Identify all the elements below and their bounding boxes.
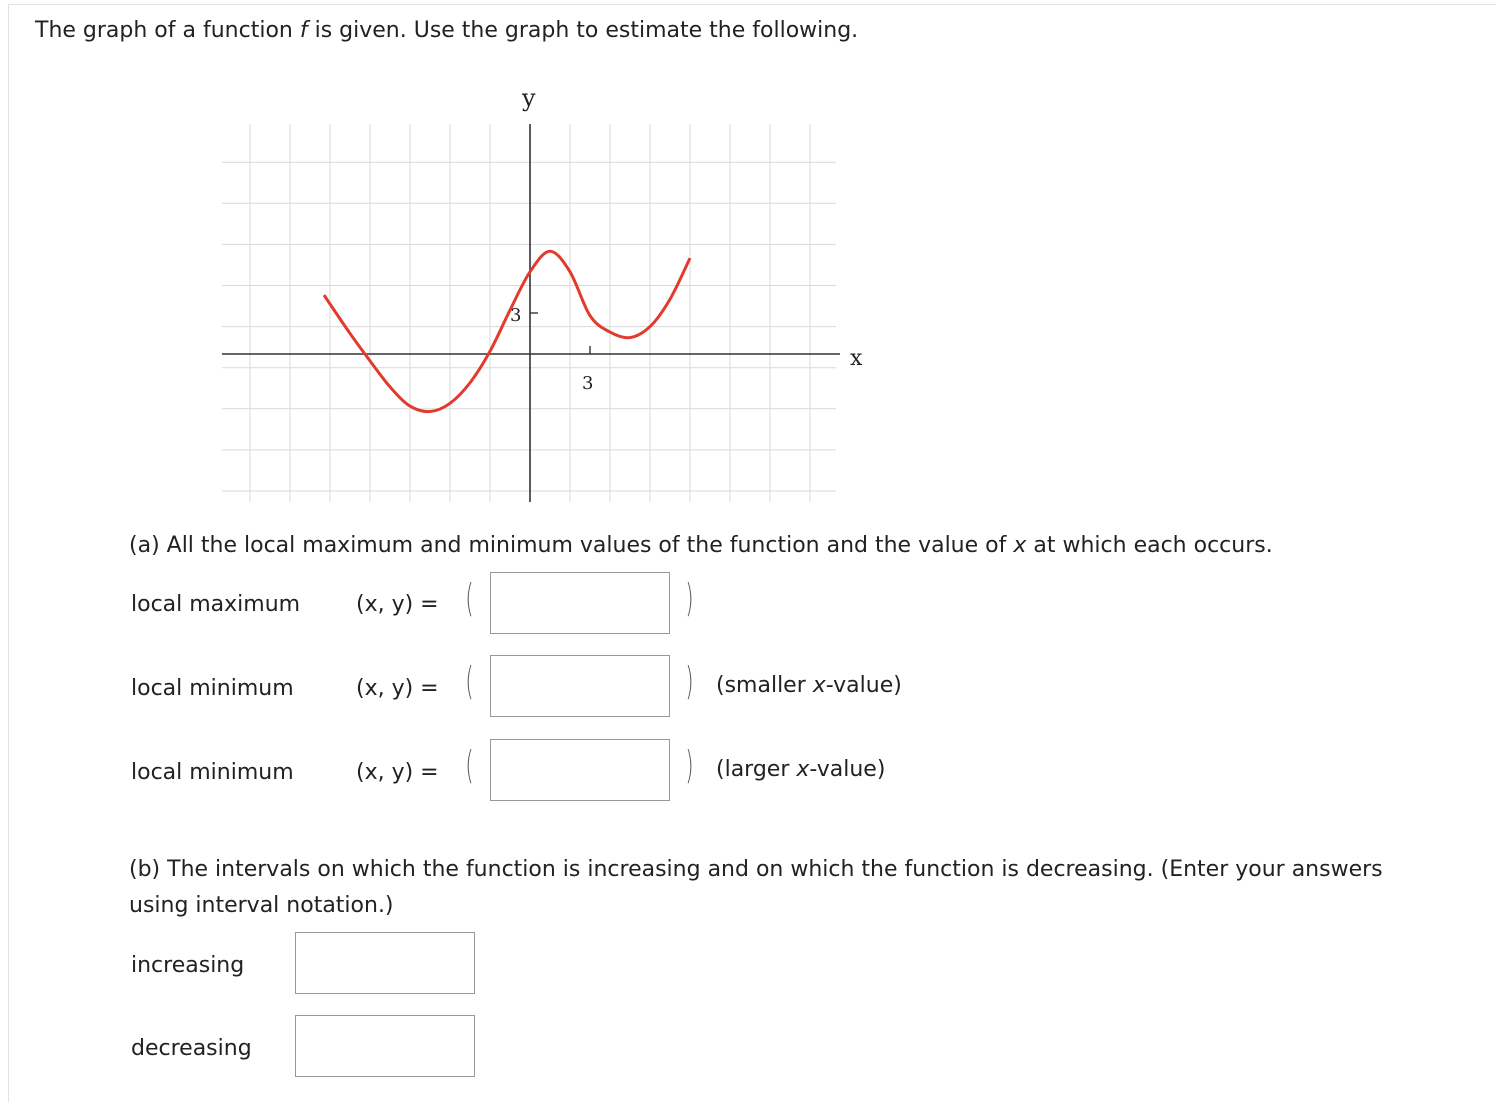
part-b-prompt-line2: using interval notation.) <box>129 893 394 918</box>
close-paren: ) <box>685 659 694 703</box>
part-a-prompt: (a) All the local maximum and minimum values of the function and the value of x at which each occurs. <box>129 533 1273 558</box>
local-minimum-smaller-label: local minimum <box>131 676 294 701</box>
part-b-prompt-line1: (b) The intervals on which the function is increasing and on which the function is decreasing. (Enter your answers <box>129 857 1383 882</box>
local-minimum-smaller-input[interactable] <box>490 655 670 717</box>
graph-grid <box>222 124 836 502</box>
function-graph <box>0 0 1496 520</box>
close-paren: ) <box>685 743 694 787</box>
increasing-input[interactable] <box>295 932 475 994</box>
local-minimum-larger-label: local minimum <box>131 760 294 785</box>
x-axis-label: x <box>850 346 863 371</box>
y-tick-label: 3 <box>510 305 522 326</box>
open-paren: ( <box>465 659 474 703</box>
local-minimum-larger-input[interactable] <box>490 739 670 801</box>
open-paren: ( <box>465 576 474 620</box>
function-curve <box>324 251 690 411</box>
local-maximum-label: local maximum <box>131 592 301 617</box>
x-tick-label: 3 <box>582 373 594 394</box>
smaller-x-note: (smaller x-value) <box>716 673 902 698</box>
open-paren: ( <box>465 743 474 787</box>
question-intro: The graph of a function f is given. Use the graph to estimate the following. <box>35 18 859 43</box>
local-maximum-input[interactable] <box>490 572 670 634</box>
close-paren: ) <box>685 576 694 620</box>
decreasing-label: decreasing <box>131 1036 252 1061</box>
xy-label: (x, y) = <box>356 676 439 701</box>
increasing-label: increasing <box>131 953 245 978</box>
larger-x-note: (larger x-value) <box>716 757 886 782</box>
y-axis-label: y <box>522 84 536 112</box>
decreasing-input[interactable] <box>295 1015 475 1077</box>
xy-label: (x, y) = <box>356 592 439 617</box>
xy-label: (x, y) = <box>356 760 439 785</box>
